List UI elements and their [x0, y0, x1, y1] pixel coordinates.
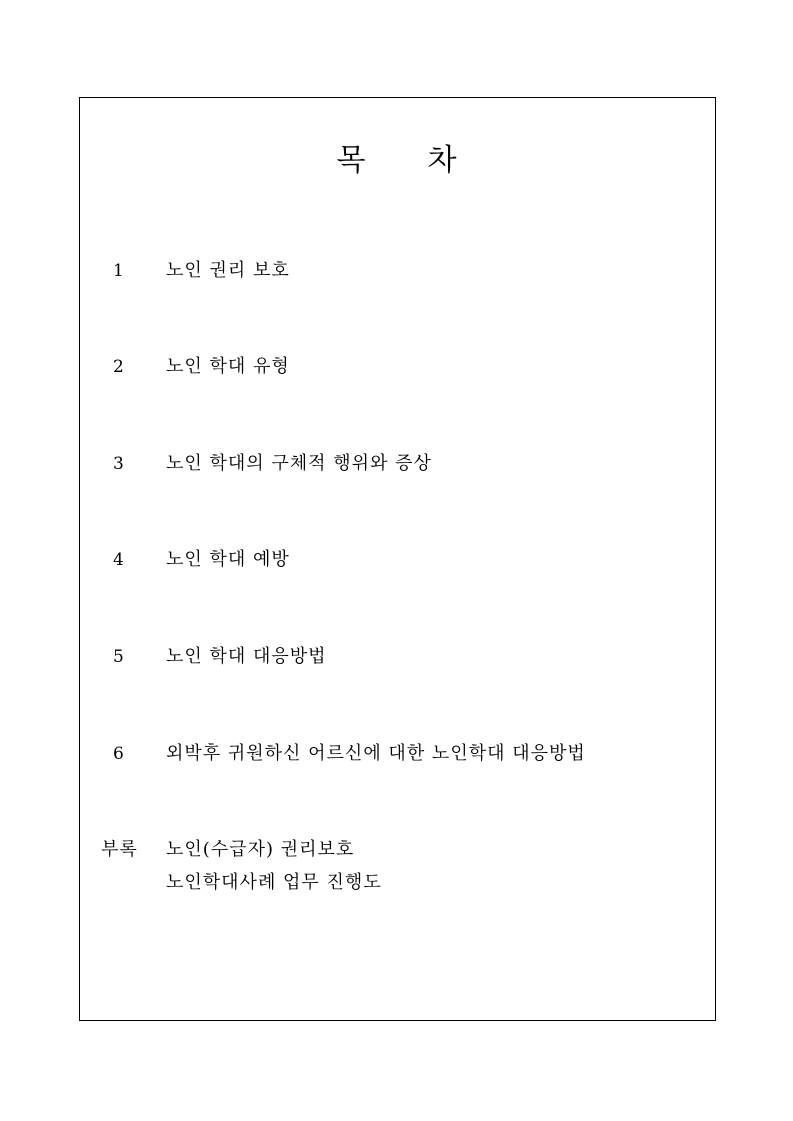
appendix-label: 부록: [101, 839, 138, 860]
toc-item-text: 노인 학대 대응방법: [166, 646, 327, 667]
title-char-1: 목: [336, 143, 366, 178]
appendix-item: 노인(수급자) 권리보호: [166, 839, 355, 860]
toc-item-text: 노인 학대의 구체적 행위와 증상: [166, 453, 432, 474]
toc-item-number: 4: [113, 550, 124, 570]
appendix-item: 노인학대사례 업무 진행도: [166, 872, 382, 893]
toc-item-text: 외박후 귀원하신 어르신에 대한 노인학대 대응방법: [166, 743, 586, 764]
title-char-2: 차: [427, 143, 457, 178]
toc-item-text: 노인 권리 보호: [166, 260, 290, 281]
toc-item-text: 노인 학대 유형: [166, 356, 290, 377]
toc-item-number: 1: [113, 261, 124, 281]
toc-item-number: 5: [113, 647, 124, 667]
page-title: [0, 144, 793, 178]
toc-item-text: 노인 학대 예방: [166, 549, 290, 570]
toc-item-number: 3: [113, 454, 124, 474]
toc-item-number: 2: [113, 357, 124, 377]
toc-item-number: 6: [113, 744, 124, 764]
